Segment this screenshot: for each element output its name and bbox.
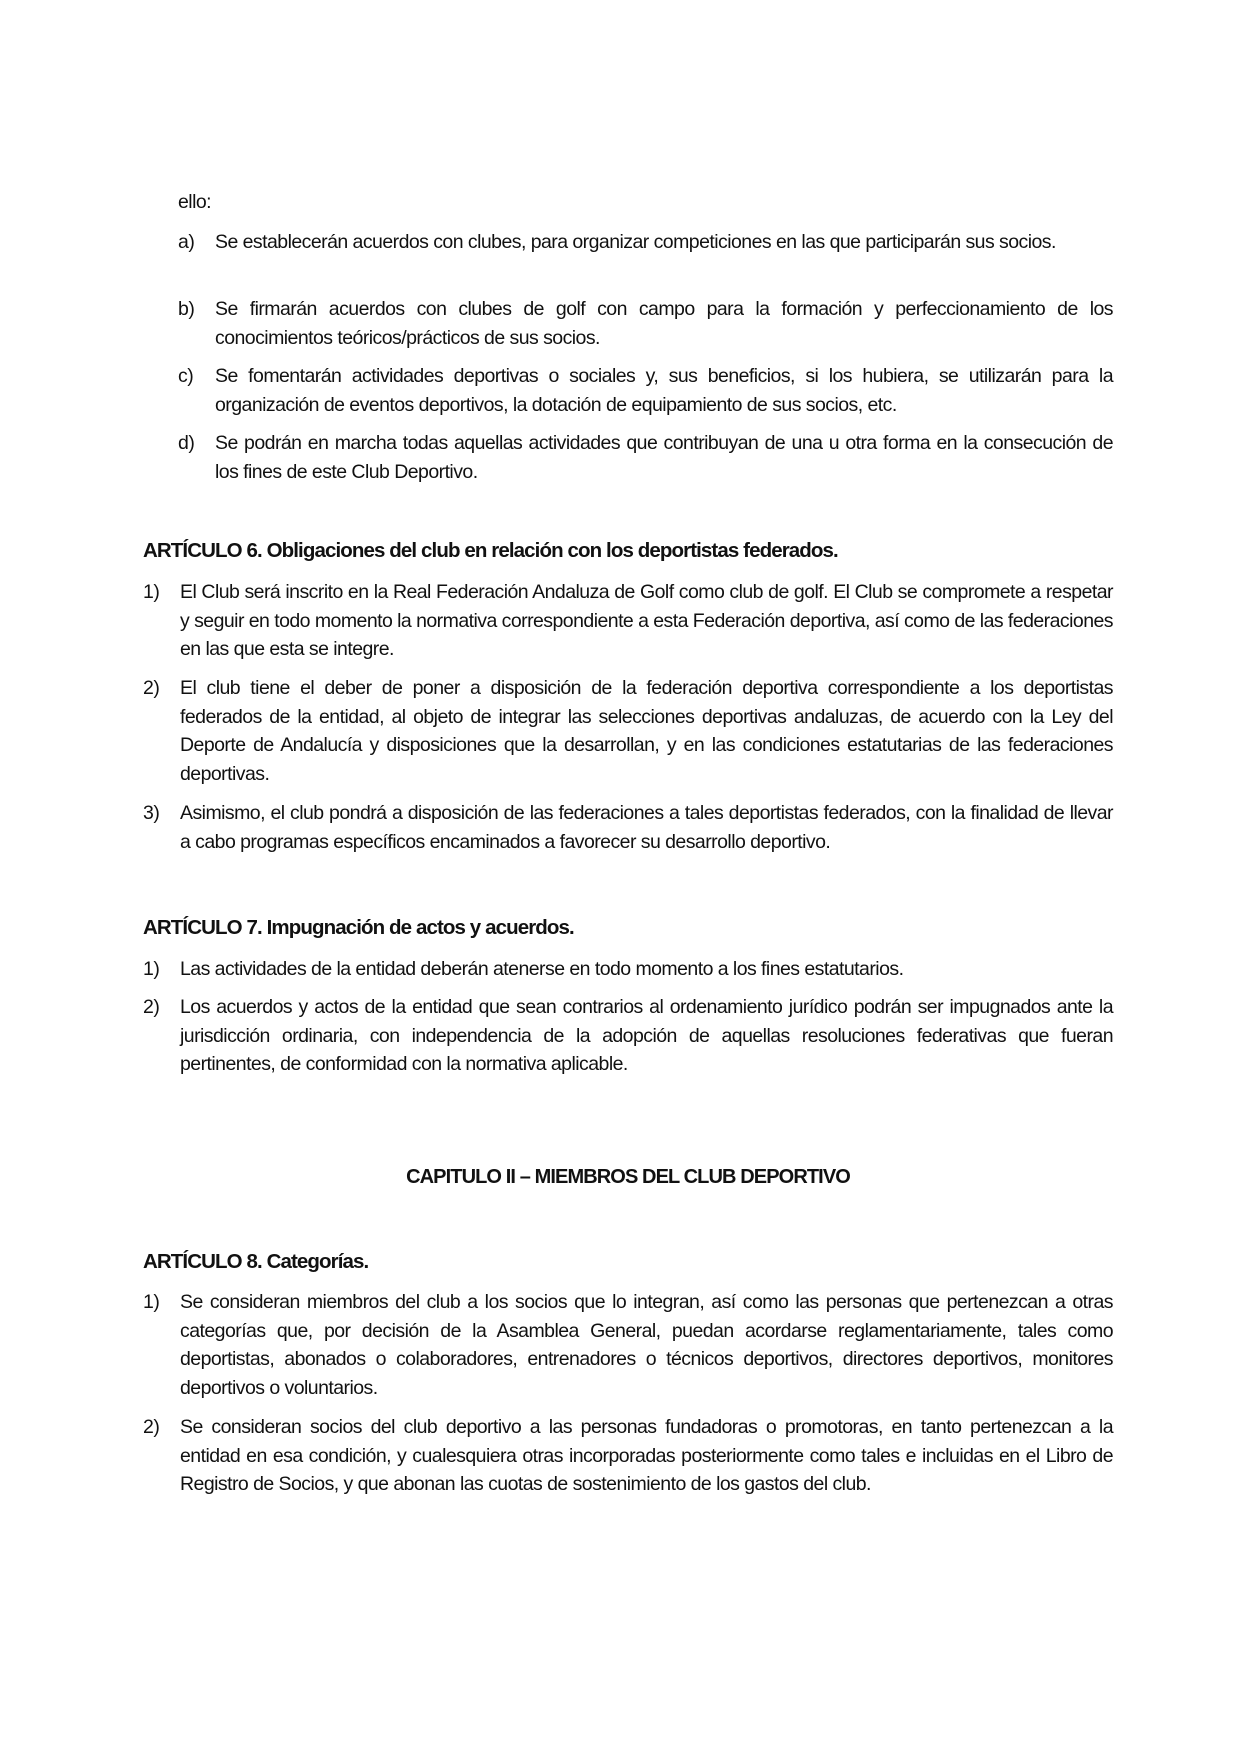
intro-fragment: ello:	[178, 191, 212, 213]
list-item	[143, 578, 1113, 664]
list-item	[143, 674, 1113, 788]
list-marker: 3)	[143, 802, 160, 824]
list-item-text: Las actividades de la entidad deberán atenerse en todo momento a los fines estatutarios.	[180, 958, 904, 980]
list-marker: 1)	[143, 1291, 160, 1313]
list-marker: d)	[178, 432, 195, 454]
list-marker: 1)	[143, 958, 160, 980]
list-marker: 2)	[143, 996, 160, 1018]
list-item-text: Asimismo, el club pondrá a disposición de las federaciones a tales deportistas federados, con la finalidad de llevar a cabo programas específicos encaminados a favorecer su desarrollo deportivo.	[180, 802, 1113, 853]
list-marker: a)	[178, 231, 195, 253]
list-item-text: El club tiene el deber de poner a disposición de la federación deportiva correspondiente a los deportistas federados de la entidad, al objeto de integrar las selecciones deportivas andaluzas, de acuerdo con la Ley del Deporte de Andalucía y disposiciones que la desarrollan, y en las condiciones estatutarias de las federaciones deportivas.	[180, 677, 1113, 785]
list-item-text: Se podrán en marcha todas aquellas actividades que contribuyan de una u otra forma en la consecución de los fines de este Club Deportivo.	[215, 432, 1113, 483]
list-marker: 2)	[143, 1416, 160, 1438]
list-item	[178, 429, 1113, 486]
list-item-text: Los acuerdos y actos de la entidad que sean contrarios al ordenamiento jurídico podrán ser impugnados ante la jurisdicción ordinaria, con independencia de la adopción de aquellas resoluciones federativas que fueran pertinentes, de conformidad con la normativa aplicable.	[180, 996, 1113, 1075]
article-6-heading: ARTÍCULO 6. Obligaciones del club en relación con los deportistas federados.	[143, 539, 838, 562]
list-marker: c)	[178, 365, 194, 387]
list-item	[143, 1413, 1113, 1499]
list-item-text: Se consideran miembros del club a los socios que lo integran, así como las personas que pertenezcan a otras categorías que, por decisión de la Asamblea General, puedan acordarse reglamentariamente, tales como deportistas, abonados o colaboradores, entrenadores o técnicos deportivos, directores deportivos, monitores deportivos o voluntarios.	[180, 1291, 1113, 1399]
list-item-text: Se fomentarán actividades deportivas o sociales y, sus beneficios, si los hubiera, se utilizarán para la organización de eventos deportivos, la dotación de equipamiento de sus socios, etc.	[215, 365, 1113, 416]
list-item-text: Se consideran socios del club deportivo a las personas fundadoras o promotoras, en tanto pertenezcan a la entidad en esa condición, y cualesquiera otras incorporadas posteriormente como tales e incluidas en el Libro de Registro de Socios, y que abonan las cuotas de sostenimiento de los gastos del club.	[180, 1416, 1113, 1495]
list-item	[178, 295, 1113, 352]
list-item	[178, 362, 1113, 419]
article-7-heading: ARTÍCULO 7. Impugnación de actos y acuerdos.	[143, 916, 574, 939]
list-item	[178, 228, 1113, 257]
list-item-text: Se establecerán acuerdos con clubes, para organizar competiciones en las que participarán sus socios.	[215, 231, 1056, 253]
chapter-title: CAPITULO II – MIEMBROS DEL CLUB DEPORTIVO	[406, 1166, 850, 1188]
list-marker: 1)	[143, 581, 160, 603]
article-8-heading: ARTÍCULO 8. Categorías.	[143, 1250, 369, 1273]
list-marker: b)	[178, 298, 195, 320]
list-item-text: El Club será inscrito en la Real Federación Andaluza de Golf como club de golf. El Club se compromete a respetar y seguir en todo momento la normativa correspondiente a esta Federación deportiva, así como de las federaciones en las que esta se integre.	[180, 581, 1113, 660]
list-item	[143, 993, 1113, 1079]
list-item-text: Se firmarán acuerdos con clubes de golf con campo para la formación y perfeccionamiento de los conocimientos teóricos/prácticos de sus socios.	[215, 298, 1113, 349]
list-marker: 2)	[143, 677, 160, 699]
list-item	[143, 1288, 1113, 1402]
list-item	[143, 955, 1113, 984]
list-item	[143, 799, 1113, 856]
